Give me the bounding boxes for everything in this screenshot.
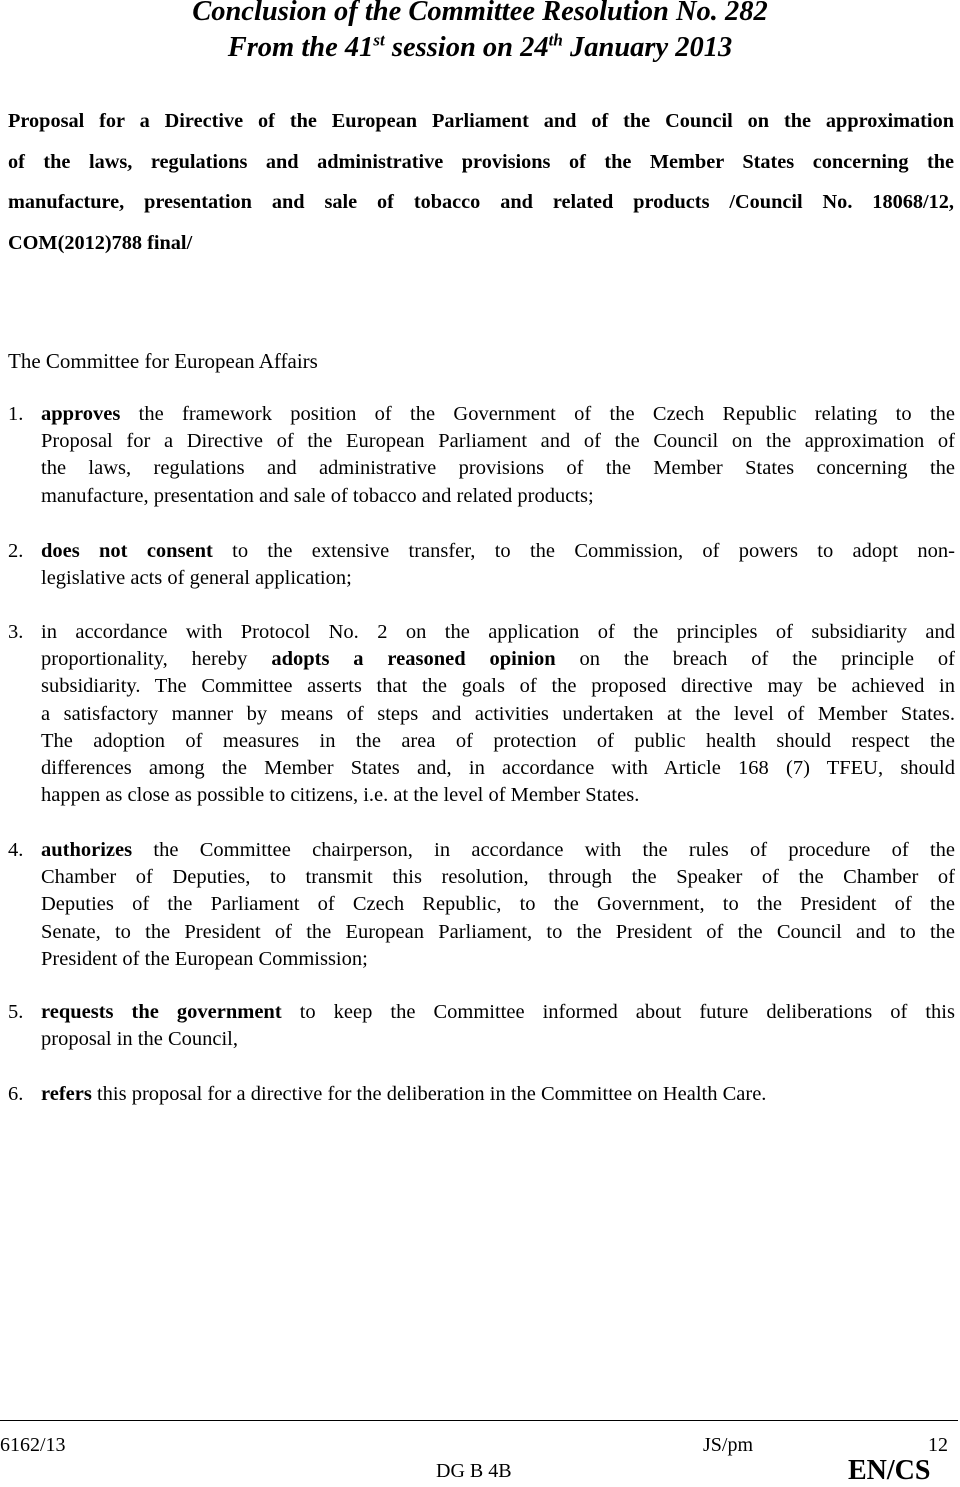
resolution-item-2 (8, 538, 955, 592)
item-line: approves the framework position of the Government of the Czech Republic relating to the (41, 403, 955, 425)
item-line: proposal in the Council, (41, 1028, 239, 1051)
footer-language: EN/CS (848, 1455, 931, 1486)
emphasized-verb: authorizes (41, 839, 133, 861)
item-number: 3. (8, 621, 24, 643)
document-title: Conclusion of the Committee Resolution No. 282 (192, 0, 768, 27)
item-line: differences among the Member States and, in accordance with Article 168 (7) TFEU, should (41, 757, 955, 780)
footer-initials: JS/pm (703, 1434, 754, 1456)
resolution-item-4 (8, 837, 955, 973)
subject-line: manufacture, presentation and sale of tobacco and related products /Council No. 18068/12, (8, 191, 954, 213)
footer-page-number: 12 (928, 1434, 948, 1456)
item-number: 1. (8, 403, 24, 425)
item-line: the laws, regulations and administrative provisions of the Member States concerning the (41, 457, 955, 480)
resolution-item-3 (8, 619, 955, 809)
subject-line: COM(2012)788 final/ (8, 231, 193, 254)
item-line: Senate, to the President of the European Parliament, to the President of the Council and to the (41, 920, 955, 943)
emphasized-verb: does not consent (41, 540, 213, 562)
item-number: 4. (8, 839, 24, 861)
item-line: legislative acts of general application; (41, 567, 352, 590)
item-line: in accordance with Protocol No. 2 on the application of the principles of subsidiarity and (41, 621, 955, 643)
footer-divider (0, 1420, 958, 1421)
item-line: Deputies of the Parliament of Czech Republic, to the Government, to the President of the (41, 893, 955, 916)
subject-line: Proposal for a Directive of the European Parliament and of the Council on the approximation (8, 110, 954, 132)
footer-doc-number: 6162/13 (0, 1434, 66, 1456)
item-number: 6. (8, 1083, 24, 1105)
resolution-item-5 (8, 999, 955, 1053)
item-line: does not consent to the extensive transfer, to the Commission, of powers to adopt non- (41, 540, 955, 562)
item-line: refers this proposal for a directive for the deliberation in the Committee on Health Care. (41, 1083, 767, 1105)
item-line: happen as close as possible to citizens, i.e. at the level of Member States. (41, 784, 640, 807)
item-line: The adoption of measures in the area of protection of public health should respect the (41, 729, 955, 752)
item-line: proportionality, hereby adopts a reasoned opinion on the breach of the principle of (41, 648, 955, 671)
resolution-item-6 (8, 1081, 955, 1108)
item-line: President of the European Commission; (41, 947, 368, 970)
emphasized-verb: requests the government (41, 1001, 282, 1023)
item-line: requests the government to keep the Committee informed about future deliberations of this (41, 1001, 955, 1023)
subject-line: of the laws, regulations and administrative provisions of the Member States concerning the (8, 150, 954, 173)
proposal-subject (8, 101, 954, 263)
item-line: a satisfactory manner by means of steps and activities undertaken at the level of Member States. (41, 702, 955, 725)
item-line: authorizes the Committee chairperson, in accordance with the rules of procedure of the (41, 839, 955, 861)
item-line: manufacture, presentation and sale of tobacco and related products; (41, 484, 594, 507)
item-number: 5. (8, 1001, 24, 1023)
emphasized-verb: adopts a reasoned opinion (271, 648, 556, 671)
item-line: subsidiarity. The Committee asserts that the goals of the proposed directive may be achieved in (41, 675, 955, 698)
session-line: From the 41st session on 24th January 2013 (227, 30, 733, 63)
item-number: 2. (8, 540, 24, 562)
footer-directorate: DG B 4B (436, 1460, 512, 1482)
emphasized-verb: approves (41, 403, 121, 425)
resolution-item-1 (8, 401, 955, 510)
item-line: Chamber of Deputies, to transmit this resolution, through the Speaker of the Chamber of (41, 866, 955, 889)
item-line: Proposal for a Directive of the European Parliament and of the Council on the approximation of (41, 430, 955, 453)
committee-name: The Committee for European Affairs (8, 349, 318, 373)
emphasized-verb: refers (41, 1083, 92, 1105)
